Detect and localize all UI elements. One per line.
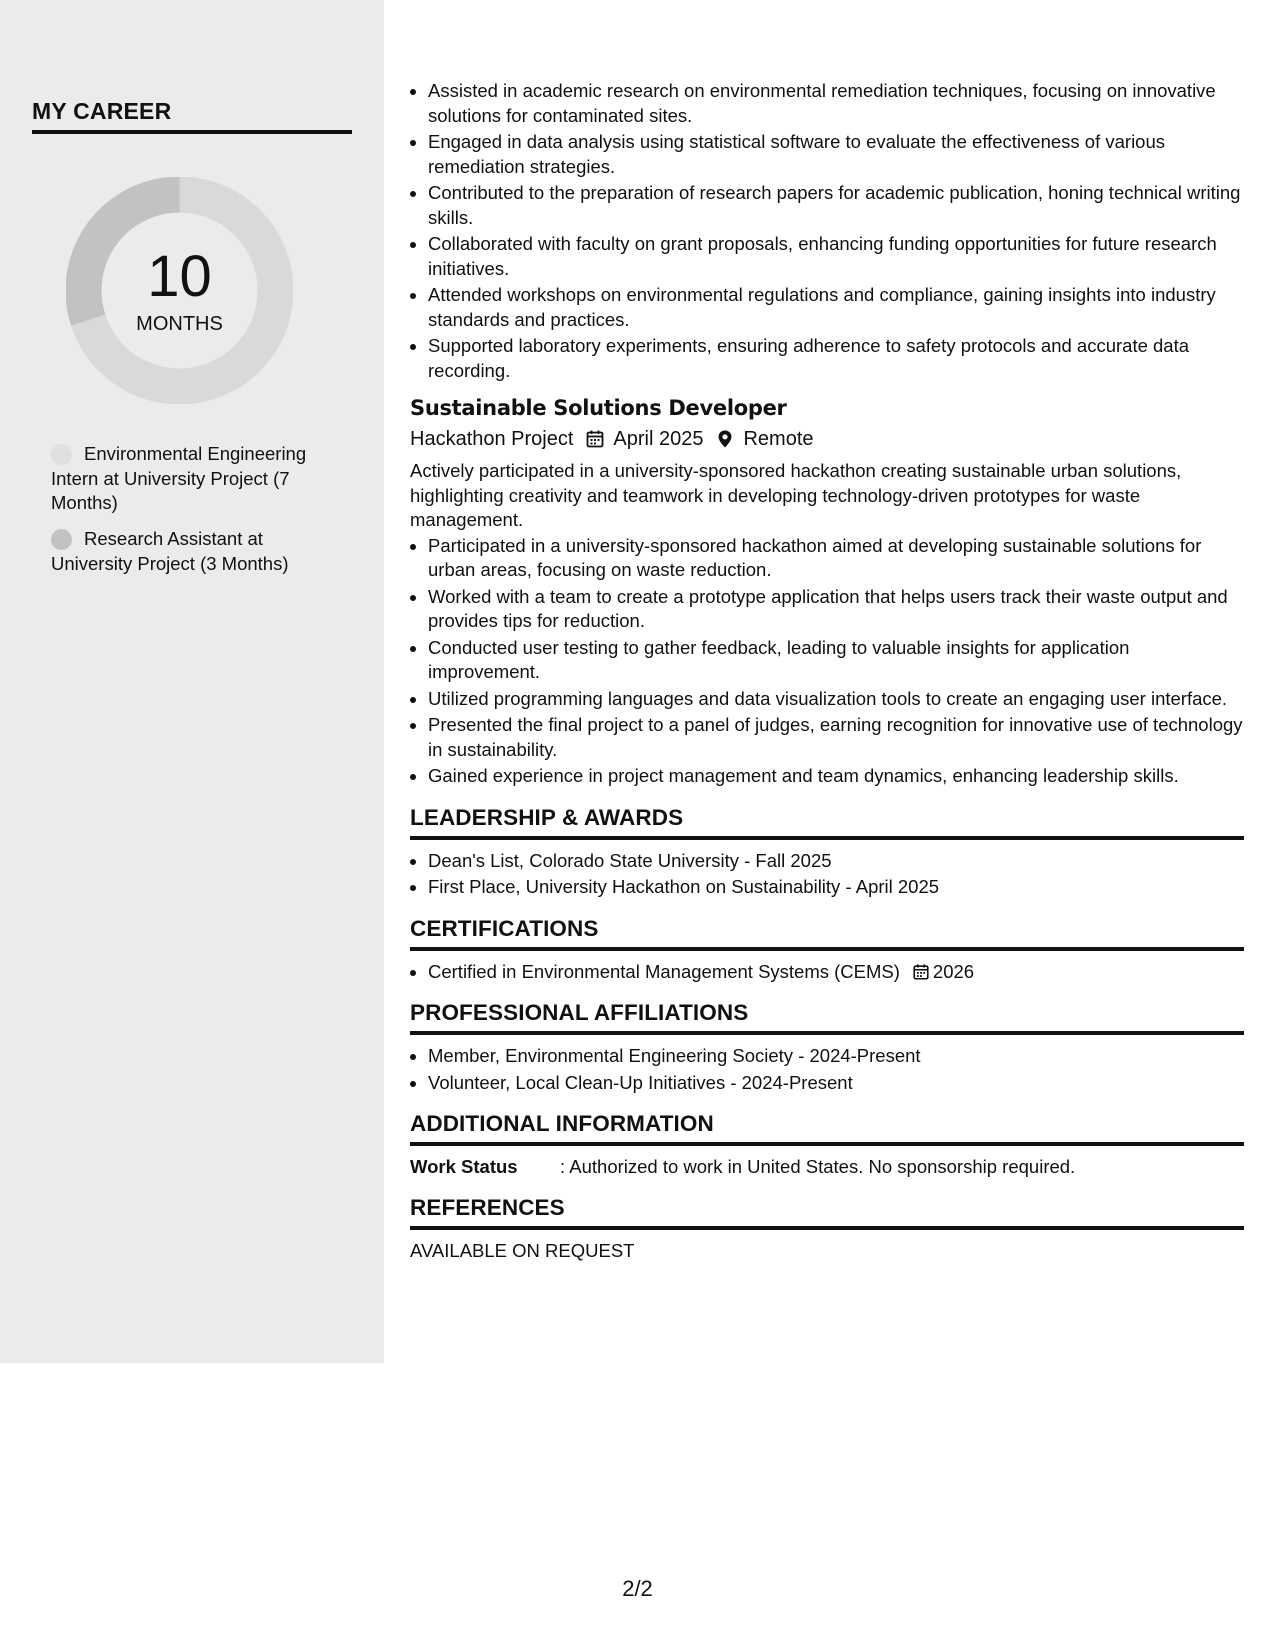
- section-divider: [410, 1031, 1244, 1035]
- job-bullet-list: [410, 534, 1244, 789]
- list-item: • Member, Environmental Engineering Society - 2024-Present: [428, 1044, 1244, 1069]
- map-pin-icon: [715, 429, 735, 449]
- legend-item-intern: [51, 442, 321, 516]
- list-item: • Collaborated with faculty on grant proposals, enhancing funding opportunities for future research initiatives.: [428, 232, 1244, 281]
- section-divider: [410, 1142, 1244, 1146]
- list-item: • Contributed to the preparation of research papers for academic publication, honing technical writing skills.: [428, 181, 1244, 230]
- career-heading-rule: [32, 130, 352, 134]
- list-item: • Dean's List, Colorado State University - Fall 2025: [428, 849, 1244, 874]
- job-company: Hackathon Project: [410, 427, 574, 450]
- affiliations-list: [410, 1044, 1244, 1095]
- list-item: • First Place, University Hackathon on Sustainability - April 2025: [428, 875, 1244, 900]
- affiliations-heading: PROFESSIONAL AFFILIATIONS: [410, 1000, 749, 1025]
- list-item: • Attended workshops on environmental regulations and compliance, gaining insights into industry standards and practices.: [428, 283, 1244, 332]
- certifications-heading: CERTIFICATIONS: [410, 915, 599, 941]
- career-heading: MY CAREER: [32, 98, 172, 124]
- certification-name: • Certified in Environmental Management Systems (CEMS): [428, 960, 900, 982]
- legend-dot-icon: [51, 444, 72, 465]
- list-item: • Presented the final project to a panel of judges, earning recognition for innovative use of technology in sustainability.: [428, 713, 1244, 762]
- calendar-icon: [912, 963, 930, 981]
- list-item: • Engaged in data analysis using statistical software to evaluate the effectiveness of various remediation strategies.: [428, 130, 1244, 179]
- page-number: 2/2: [622, 1576, 653, 1601]
- list-item: • Volunteer, Local Clean-Up Initiatives - 2024-Present: [428, 1071, 1244, 1096]
- legend-dot-icon: [51, 529, 72, 550]
- donut-total-number: 10: [147, 244, 212, 309]
- legend-label: Research Assistant at University Project (3 Months): [51, 528, 289, 574]
- job-date: April 2025: [613, 427, 704, 450]
- certifications-list: [410, 960, 1244, 985]
- references-heading: REFERENCES: [410, 1195, 565, 1220]
- list-item: • Participated in a university-sponsored hackathon aimed at developing sustainable solutions for urban areas, focusing on waste reduction.: [428, 534, 1244, 583]
- list-item: [428, 960, 1244, 985]
- references-text: AVAILABLE ON REQUEST: [410, 1240, 635, 1261]
- leadership-list: [410, 849, 1244, 900]
- list-item: • Gained experience in project management and team dynamics, enhancing leadership skills.: [428, 764, 1244, 789]
- job-description: Actively participated in a university-sponsored hackathon creating sustainable urban solutions, highlighting creativity and teamwork in developing technology-driven prototypes for waste management.: [410, 460, 1182, 530]
- list-item: • Supported laboratory experiments, ensuring adherence to safety protocols and accurate data recording.: [428, 334, 1244, 383]
- career-sidebar: [0, 0, 384, 1363]
- research-bullet-list: [410, 79, 1244, 383]
- legend-label: Environmental Engineering Intern at University Project (7 Months): [51, 443, 307, 513]
- list-item: • Assisted in academic research on environmental remediation techniques, focusing on innovative solutions for contaminated sites.: [428, 79, 1244, 128]
- job-meta: [410, 426, 1244, 452]
- section-divider: [410, 1226, 1244, 1230]
- work-status-row: [410, 1155, 1244, 1179]
- work-status-label: Work Status: [410, 1156, 518, 1177]
- certification-year: 2026: [932, 960, 975, 982]
- job-title: Sustainable Solutions Developer: [410, 396, 787, 420]
- job-location: Remote: [743, 427, 814, 450]
- list-item: • Worked with a team to create a prototype application that helps users track their waste output and provides tips for reduction.: [428, 585, 1244, 634]
- section-divider: [410, 947, 1244, 951]
- work-status-value: : Authorized to work in United States. No sponsorship required.: [560, 1156, 1076, 1177]
- list-item: • Utilized programming languages and data visualization tools to create an engaging user interface.: [428, 687, 1244, 712]
- section-divider: [410, 836, 1244, 840]
- list-item: • Conducted user testing to gather feedback, leading to valuable insights for application improvement.: [428, 636, 1244, 685]
- legend-item-research: [51, 527, 321, 576]
- calendar-icon: [585, 429, 605, 449]
- main-column: [410, 79, 1244, 1263]
- leadership-heading: LEADERSHIP & AWARDS: [410, 804, 684, 830]
- additional-info-heading: ADDITIONAL INFORMATION: [410, 1111, 714, 1136]
- donut-total-unit: MONTHS: [136, 313, 223, 335]
